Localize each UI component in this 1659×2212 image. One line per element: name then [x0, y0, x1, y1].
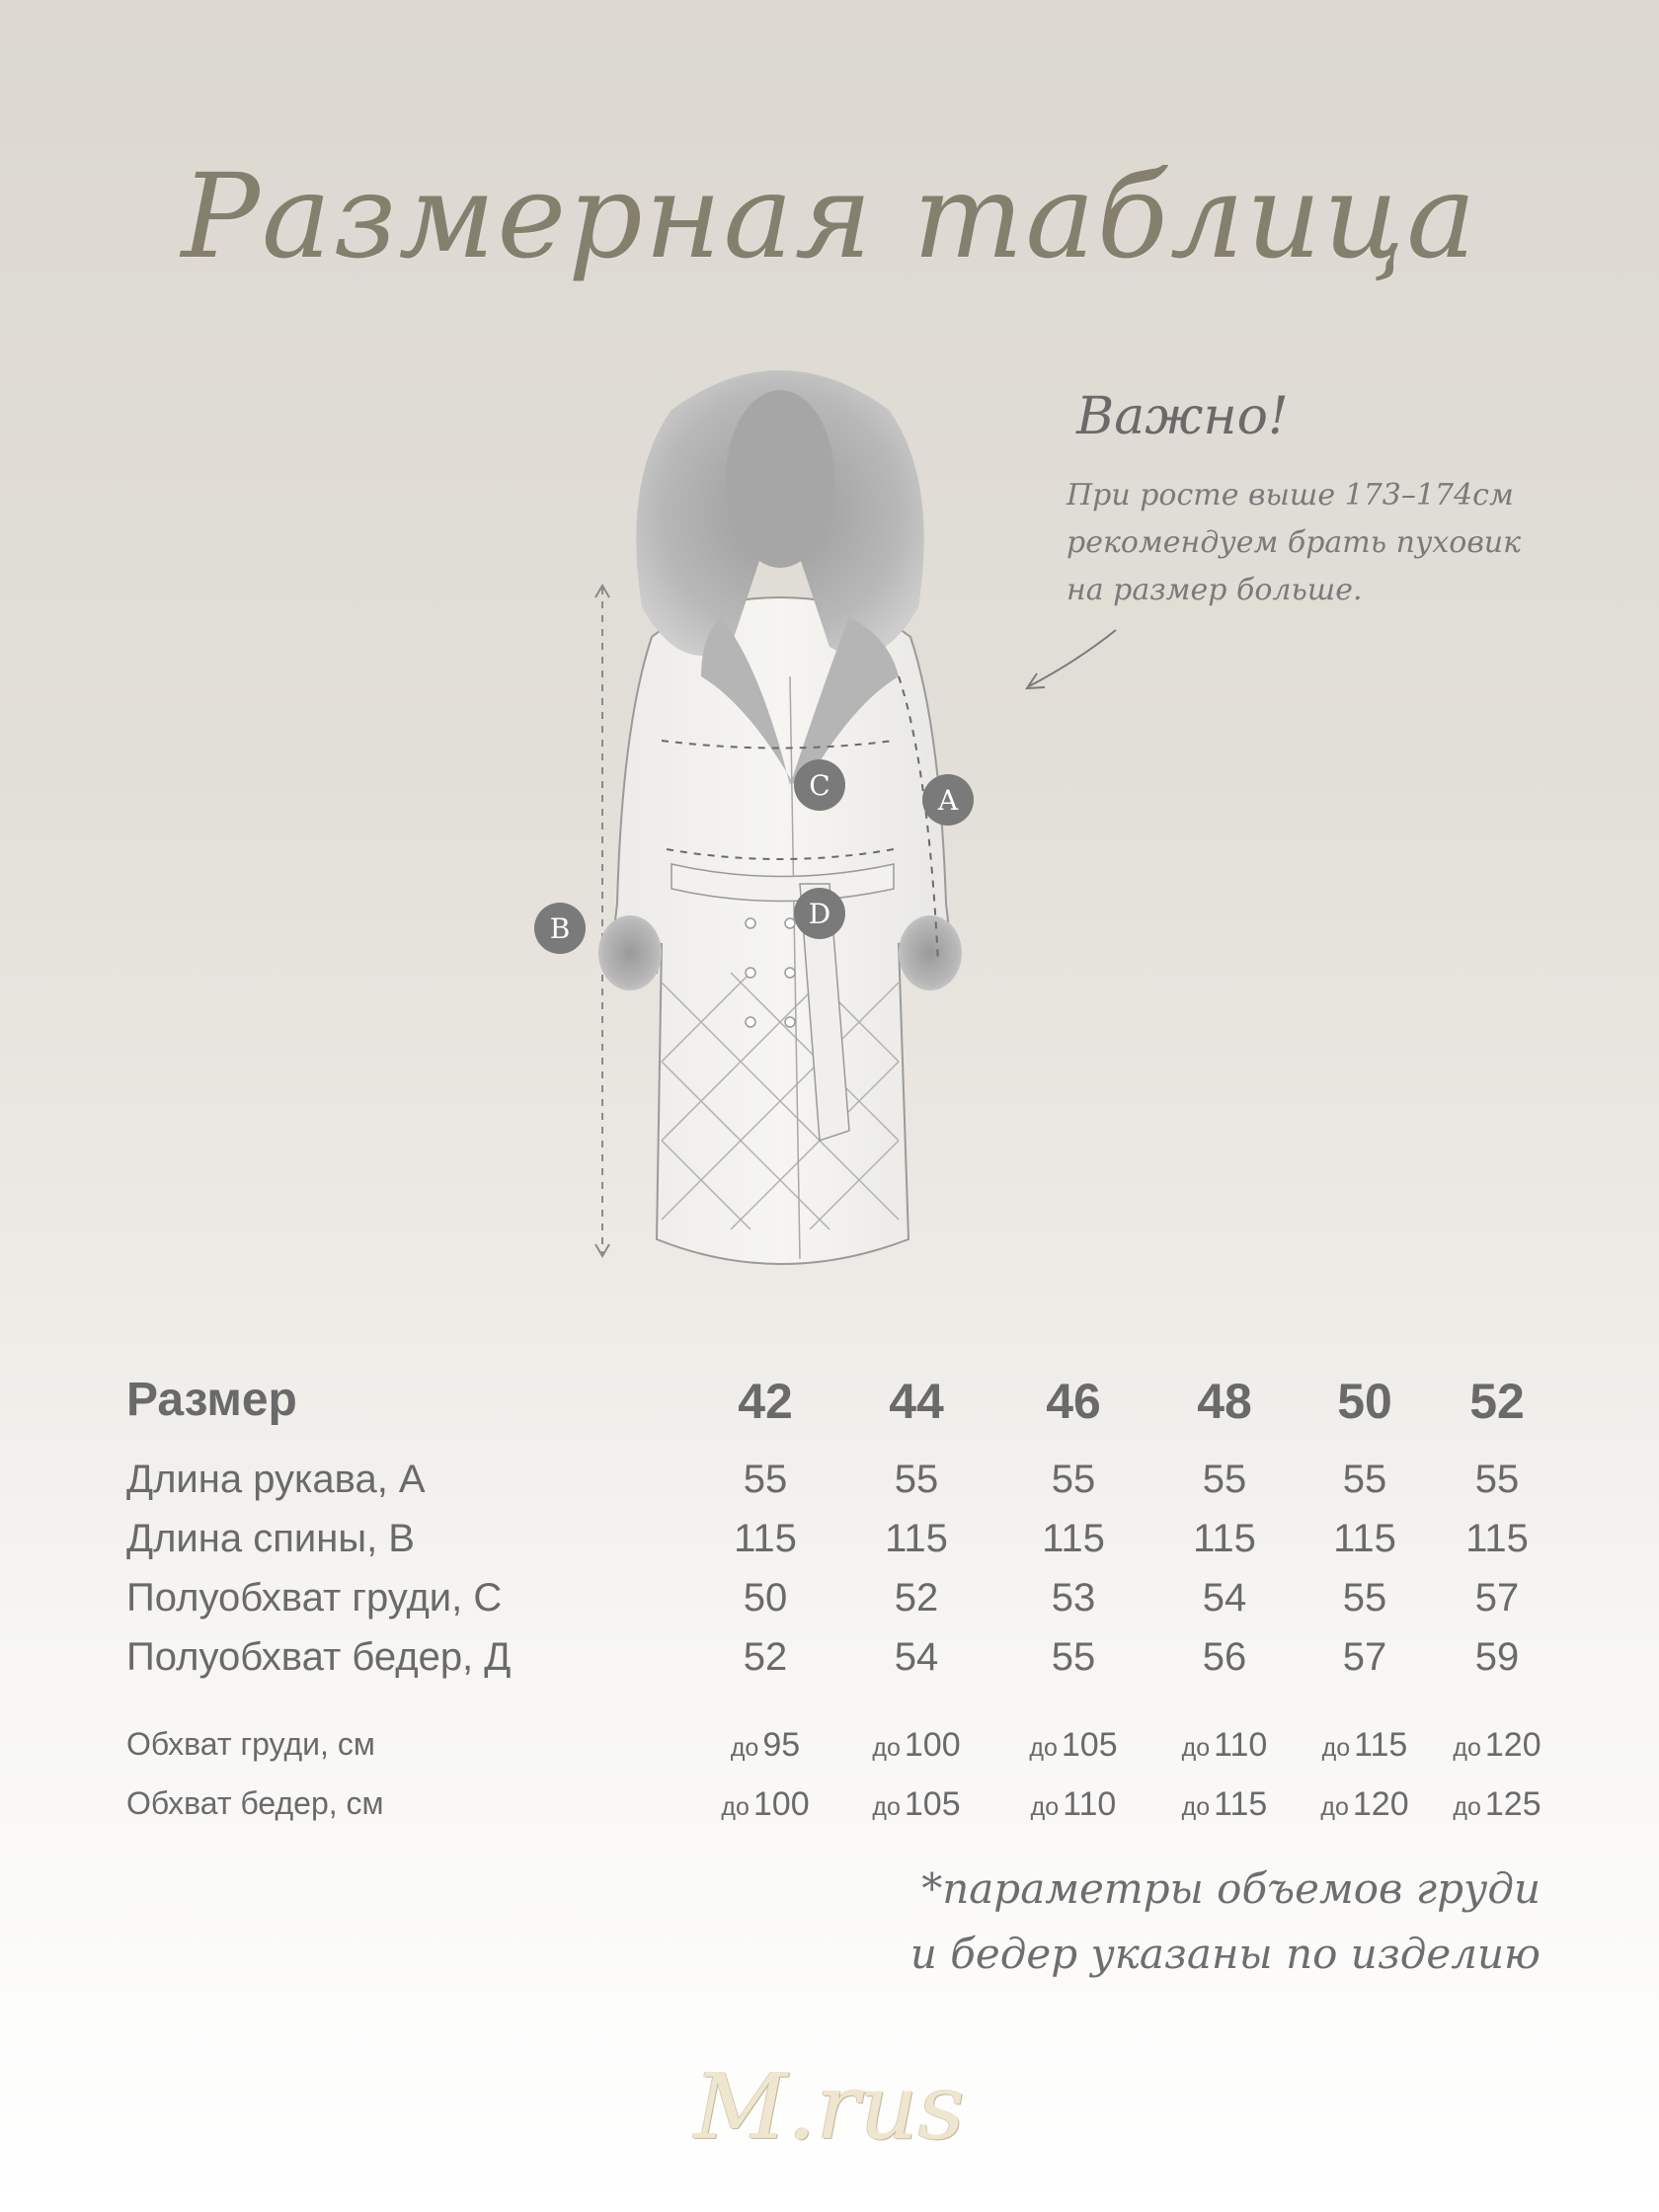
table-row — [0, 1517, 1659, 1576]
table-cell: 115 — [1333, 1517, 1396, 1560]
table-cell: 55 — [1051, 1458, 1096, 1501]
girth-cell: до 115 — [1181, 1785, 1268, 1823]
table-cell: 115 — [734, 1517, 797, 1560]
girth-cell: до 115 — [1321, 1726, 1408, 1764]
coat-illustration — [504, 351, 1057, 1289]
marker-b — [530, 899, 590, 958]
table-cell: 115 — [1193, 1517, 1256, 1560]
row-label: Длина рукава, А — [126, 1458, 426, 1501]
svg-text:B: B — [549, 912, 571, 945]
footnote-line: и бедер указаны по изделию — [909, 1930, 1540, 1978]
page-title: Размерная таблица — [181, 148, 1478, 284]
svg-text:C: C — [809, 769, 830, 802]
table-cell: 55 — [894, 1458, 939, 1501]
girth-cell: до 125 — [1453, 1785, 1541, 1823]
girth-cell: до 100 — [872, 1726, 961, 1764]
table-cell: 57 — [1342, 1635, 1387, 1679]
size-header-cell: 46 — [1046, 1374, 1101, 1429]
size-header-cell: 52 — [1469, 1374, 1525, 1429]
size-header-cell: 42 — [738, 1374, 793, 1429]
marker-a — [922, 774, 974, 826]
table-cell: 56 — [1202, 1635, 1247, 1679]
important-title: Важно! — [1076, 387, 1289, 446]
coat-drawing — [504, 351, 1057, 1289]
table-cell: 55 — [1051, 1635, 1096, 1679]
row-label: Обхват груди, см — [126, 1726, 375, 1762]
size-header-label: Размер — [126, 1374, 297, 1426]
table-row — [0, 1635, 1659, 1695]
table-header-row — [0, 1373, 1659, 1432]
table-cell: 115 — [1042, 1517, 1105, 1560]
table-cell: 57 — [1474, 1576, 1520, 1620]
row-label: Полуобхват бедер, Д — [126, 1635, 512, 1679]
girth-cell: до 120 — [1453, 1726, 1541, 1764]
important-line: При росте выше 173–174см — [1066, 478, 1514, 513]
table-cell: 55 — [743, 1458, 788, 1501]
girth-cell: до 105 — [872, 1785, 961, 1823]
row-label: Полуобхват груди, С — [126, 1576, 503, 1620]
girth-cell: до 105 — [1029, 1726, 1118, 1764]
table-cell: 50 — [743, 1576, 788, 1620]
brand-logo: M.rus — [694, 2054, 965, 2160]
table-row — [0, 1576, 1659, 1635]
table-cell: 54 — [894, 1635, 939, 1679]
size-header-cell: 44 — [889, 1374, 944, 1429]
size-header-cell: 48 — [1197, 1374, 1252, 1429]
table-cell: 115 — [1465, 1517, 1529, 1560]
girth-cell: до 100 — [721, 1785, 810, 1823]
important-line: на размер больше. — [1066, 573, 1363, 607]
table-cell: 54 — [1202, 1576, 1247, 1620]
marker-d — [794, 888, 845, 939]
girth-row — [0, 1785, 1659, 1845]
marker-c — [794, 759, 845, 811]
table-row — [0, 1458, 1659, 1517]
table-cell: 55 — [1474, 1458, 1520, 1501]
table-cell: 115 — [885, 1517, 948, 1560]
row-label: Длина спины, В — [126, 1517, 415, 1560]
footnote — [910, 1856, 1540, 1987]
important-note — [1066, 472, 1580, 614]
important-line: рекомендуем брать пуховик — [1066, 525, 1522, 560]
table-cell: 55 — [1342, 1576, 1387, 1620]
footnote-line: *параметры объемов груди — [921, 1864, 1540, 1913]
table-cell: 55 — [1202, 1458, 1247, 1501]
table-cell: 52 — [894, 1576, 939, 1620]
table-cell: 55 — [1342, 1458, 1387, 1501]
row-label: Обхват бедер, см — [126, 1785, 384, 1821]
girth-cell: до 110 — [1181, 1726, 1268, 1764]
table-cell: 52 — [743, 1635, 788, 1679]
girth-cell: до 110 — [1030, 1785, 1117, 1823]
girth-cell: до 95 — [730, 1726, 801, 1764]
size-header-cell: 50 — [1337, 1374, 1392, 1429]
girth-row — [0, 1726, 1659, 1785]
girth-cell: до 120 — [1320, 1785, 1409, 1823]
svg-text:A: A — [937, 784, 959, 817]
svg-text:D: D — [808, 898, 831, 930]
table-cell: 59 — [1474, 1635, 1520, 1679]
table-cell: 53 — [1051, 1576, 1096, 1620]
note-arrow-icon — [1017, 622, 1126, 701]
